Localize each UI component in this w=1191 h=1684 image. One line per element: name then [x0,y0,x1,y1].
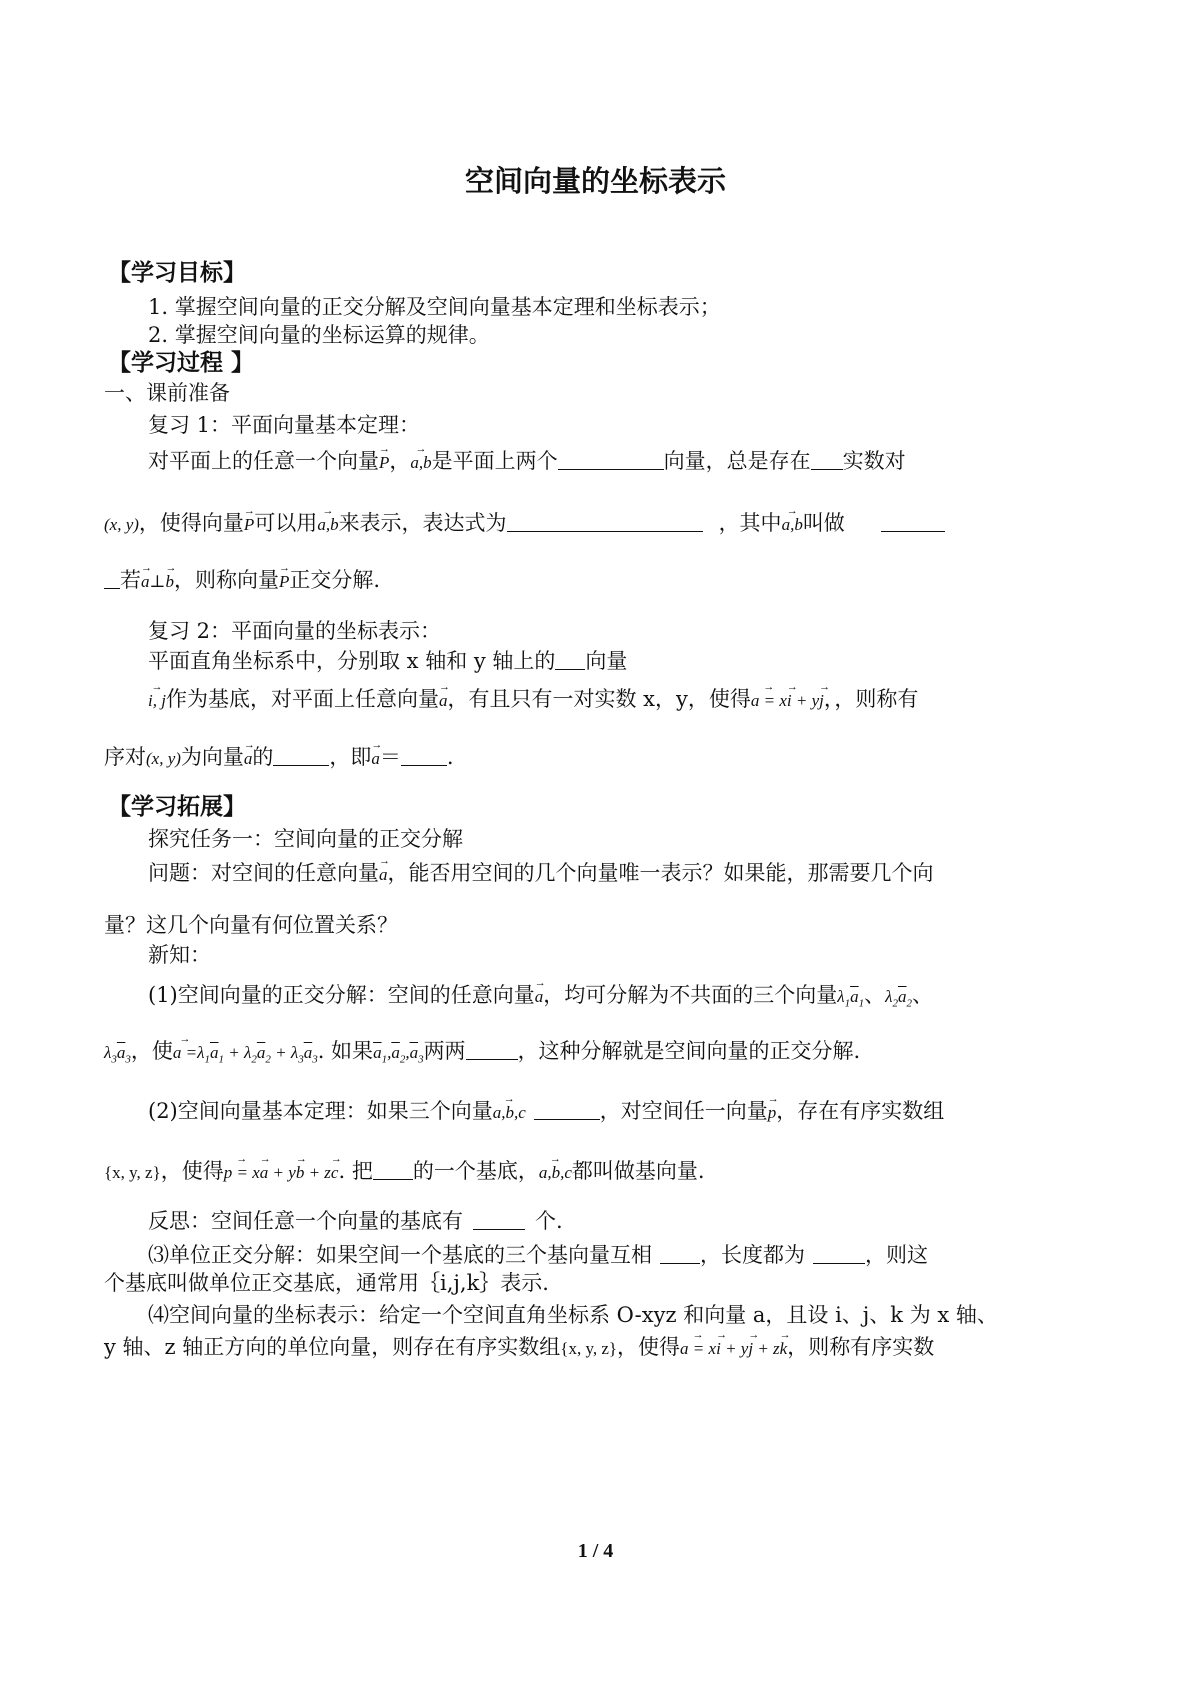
objective-item-2: 2. 掌握空间向量的坐标运算的规律。 [148,323,490,347]
text: 、 [912,983,933,1007]
a-symbol: $\overline{a}$ [116,1043,126,1062]
question-line1 [148,858,934,890]
eq-part: → a = x [751,686,787,716]
text: . 把 [338,1159,373,1183]
vector-p: → P [244,510,254,540]
definition-1-line1 [148,980,933,1018]
definition-3-line1 [148,1240,928,1270]
definition-3-line2: 个基底叫做单位正交基底，通常用｛i,j,k｝表示. [104,1271,549,1295]
fill-blank [660,1243,700,1264]
text: 序对 [104,745,146,769]
text: ，使得 [617,1335,681,1359]
text: ，，则称有 [823,687,919,711]
review2-line3 [104,742,454,774]
text: ，则称向量 [174,568,279,592]
equation-a-xi-yj-zk [680,1339,787,1358]
fill-blank [373,1159,413,1180]
section-heading-objectives: 【学习目标】 [108,260,246,286]
subscript: 2 [906,997,912,1010]
text: 问题：对空间的任意向量 [148,861,379,885]
text: . 如果 [317,1039,374,1063]
text: ＝ [379,745,401,769]
text: 向量，总是存在 [663,449,811,473]
section-heading-extension: 【学习拓展】 [108,794,246,820]
vectors-a1-a2-a3 [373,1043,424,1066]
lambda3-a3 [104,1043,131,1066]
lambda: λ [197,1043,205,1062]
text: . [446,745,454,769]
subscript: 3 [312,1053,318,1066]
text: ，则这 [865,1243,928,1267]
vector-a: → a [141,567,150,597]
text: 的 [252,745,274,769]
subscript: 3 [125,1053,131,1066]
text: 叫做 [802,511,845,535]
definition-4-line1: ⑷空间向量的坐标表示：给定一个空间直角坐标系 O-xyz 和向量 a，且设 i、j、k 为 x 轴、 [148,1303,998,1327]
set-xyz: {x, y, z} [560,1339,618,1358]
eq-part: → b [296,1158,305,1188]
eq-part: + y [720,1339,749,1358]
lambda: λ [885,987,893,1006]
eq-part: → a [260,1158,269,1188]
review1-line2 [104,508,945,540]
text: 、 [864,983,886,1007]
fill-blank [473,1209,525,1230]
vector-a: → a [439,686,448,716]
review1-line1 [148,446,906,478]
fill-blank [555,649,585,670]
page-number: 1 / 4 [577,1540,614,1562]
reflection-line [148,1206,563,1236]
lambda: λ [837,987,845,1006]
text: ，使得 [160,1159,224,1183]
text: ，有且只有一对实数 x，y，使得 [447,687,751,711]
text: ⑶单位正交分解：如果空间一个基底的三个基向量互相 [148,1243,652,1267]
subscript: 1 [381,1053,388,1066]
equation-a-xi-yj [751,691,824,710]
eq-part: + y [791,691,820,710]
lambda: λ [290,1043,299,1062]
text: ，这种分解就是空间向量的正交分解. [517,1039,861,1063]
subscript: 2 [399,1053,406,1066]
text: ，即 [329,745,372,769]
text: 反思：空间任意一个向量的基底有 [148,1209,463,1233]
vectors-i-j: → i, j [148,686,166,716]
review2-line1 [148,646,627,676]
eq-part: → i [787,686,792,716]
vector-a: → a [371,744,380,774]
definition-4-line2 [104,1332,934,1364]
eq-part: → p = x [224,1158,260,1188]
vector-b: → b [166,567,175,597]
plus: + [223,1043,244,1062]
subscript: 2 [251,1053,257,1066]
vector-a: → a [535,982,544,1012]
text: ，其中 [718,511,782,535]
subscript: 1 [204,1053,210,1066]
fill-blank [507,511,703,532]
eq-part: → j [819,686,824,716]
fill-blank [466,1039,518,1060]
text: 个. [535,1209,563,1233]
lambda2-a2 [885,987,912,1010]
definition-2-line1 [148,1096,944,1128]
subscript: 2 [892,997,898,1010]
vector-a: → a [379,860,388,890]
text: ， [389,449,411,473]
vector-p: → P [379,448,389,478]
text: 可以用 [254,511,318,535]
review1-line3 [104,565,380,597]
comma: , [405,1043,410,1062]
eq-part: → a = [173,1038,197,1068]
comma: , [387,1043,392,1062]
text: ，均可分解为不共面的三个向量 [543,983,838,1007]
eq-part: + z [753,1339,780,1358]
text: 平面直角坐标系中，分别取 x 轴和 y 轴上的 [148,649,556,673]
objective-item-1: 1. 掌握空间向量的正交分解及空间向量基本定理和坐标表示； [148,295,721,319]
fill-blank [104,568,120,589]
eq-part: → c [331,1158,339,1188]
text: ，则称有序实数 [787,1335,935,1359]
equation-p-xa-yb-zc [224,1163,339,1182]
text: ，长度都为 [700,1243,805,1267]
task1-title: 探究任务一：空间向量的正交分解 [148,827,463,851]
pair-xy: (x, y) [104,515,139,534]
eq-part: + y [268,1163,296,1182]
section-heading-process: 【学习过程 】 [108,350,255,376]
definition-1-line2 [104,1036,860,1074]
vector-p: → p [768,1098,777,1128]
eq-part: → i [716,1334,721,1364]
subscript: 3 [298,1053,304,1066]
text: 为向量 [180,745,244,769]
text: y 轴、z 轴正方向的单位向量，则存在有序实数组 [104,1335,561,1359]
a-symbol: $\overline{a}$ [256,1043,266,1062]
a-symbol: $\overline{a}$ [409,1043,419,1062]
subscript: 1 [858,997,865,1010]
review2-line2 [148,684,918,716]
perp-symbol: ⊥ [149,572,166,591]
equation-decomposition [172,1043,318,1066]
new-knowledge-label: 新知： [148,943,211,967]
a-symbol: $\overline{a}$ [373,1043,382,1062]
lambda: λ [243,1043,252,1062]
text: 两两 [423,1039,466,1063]
text: 若 [120,568,141,592]
eq-part: + z [304,1163,331,1182]
fill-blank [273,745,329,766]
subscript: 2 [265,1053,271,1066]
a-symbol: $\overline{a}$ [850,987,859,1006]
eq-part: → k [780,1334,788,1364]
text: ，使得向量 [138,511,244,535]
review2-title: 复习 2：平面向量的坐标表示： [148,619,442,643]
subscript: 1 [218,1053,224,1066]
lambda1-a1 [837,987,865,1010]
fill-blank [558,449,664,470]
text: 的一个基底， [412,1159,539,1183]
vectors-a-b: → a,b [317,510,338,540]
vector-p: → P [279,567,289,597]
a-symbol: $\overline{a}$ [391,1043,400,1062]
text: 对平面上的任意一个向量 [148,449,379,473]
a-symbol: $\overline{a}$ [898,987,907,1006]
text: 实数对 [842,449,906,473]
vector-a: → a [244,744,253,774]
a-symbol: $\overline{a}$ [303,1043,313,1062]
eq-part: → a = x [680,1334,716,1364]
text: 都叫做基向量. [571,1159,705,1183]
fill-blank [401,745,447,766]
text: 作为基底，对平面上任意向量 [165,687,439,711]
fill-blank [811,449,843,470]
vectors-a-b-c: → a,b,c [539,1158,572,1188]
fill-blank [534,1099,600,1120]
text: ，能否用空间的几个向量唯一表示？如果能，那需要几个向 [387,861,934,885]
text: 来表示，表达式为 [338,511,507,535]
question-line2: 量？这几个向量有何位置关系？ [104,913,398,937]
pair-xy: (x, y) [146,749,181,768]
plus: + [270,1043,291,1062]
vectors-a-b: → a,b [782,510,803,540]
vectors-a-b-c: → a,b,c [493,1098,526,1128]
text: (2)空间向量基本定理：如果三个向量 [148,1099,493,1123]
vectors-a-b: → a,b [410,448,431,478]
fill-blank [881,511,945,532]
fill-blank [813,1243,865,1264]
subscript: 3 [418,1053,424,1066]
text: (1)空间向量的正交分解：空间的任意向量 [148,983,535,1007]
definition-2-line2 [104,1156,705,1188]
eq-part: → j [748,1334,753,1364]
prep-heading: 一、课前准备 [104,381,230,405]
set-xyz: {x, y, z} [104,1163,161,1182]
a-symbol: $\overline{a}$ [209,1043,219,1062]
subscript: 1 [844,997,851,1010]
text: 是平面上两个 [431,449,558,473]
text: ，对空间任一向量 [599,1099,768,1123]
page-title: 空间向量的坐标表示 [464,164,726,198]
text: ，使 [130,1039,173,1063]
review1-title: 复习 1：平面向量基本定理： [148,413,421,437]
text: 正交分解. [289,568,381,592]
lambda: λ [104,1043,112,1062]
text: 向量 [585,649,628,673]
text: ，存在有序实数组 [776,1099,945,1123]
subscript: 3 [111,1053,117,1066]
